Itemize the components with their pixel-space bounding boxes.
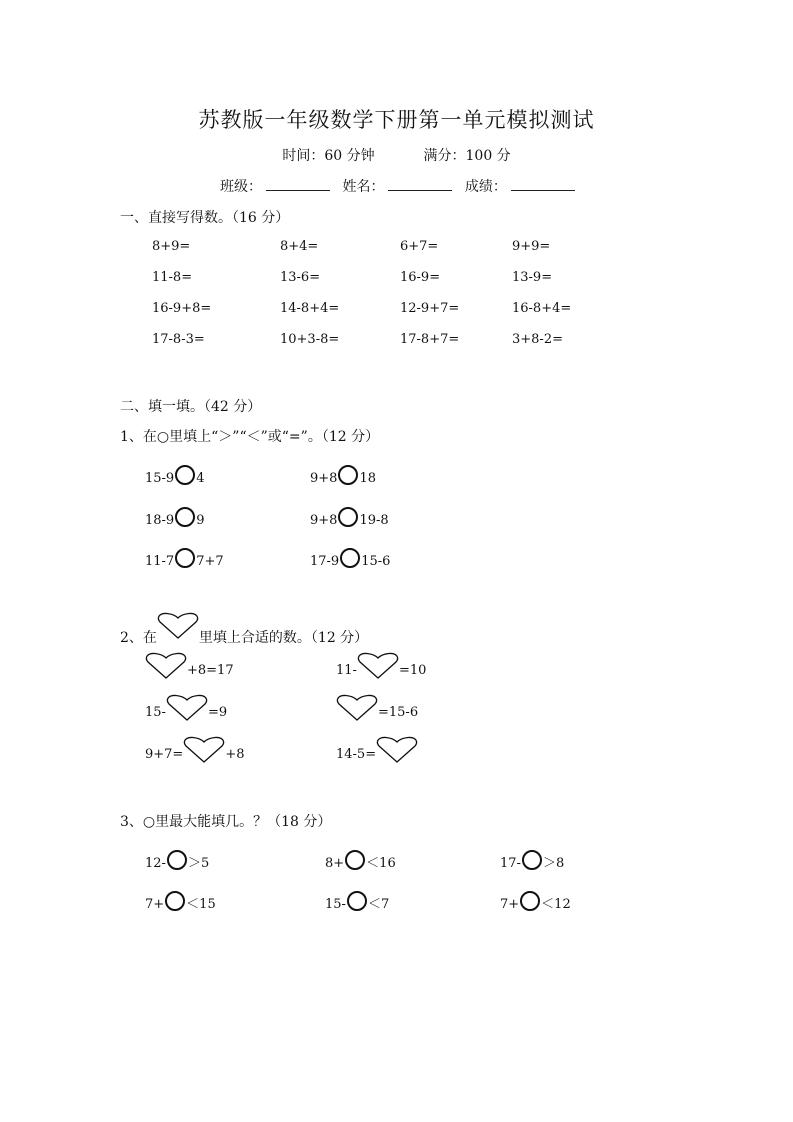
small-circle-icon: ○ xyxy=(156,429,170,445)
answer-heart[interactable] xyxy=(357,652,399,680)
compare-item: 11-7 7+7 xyxy=(145,548,224,569)
fill-item: =15-6 xyxy=(336,694,418,722)
answer-heart[interactable] xyxy=(183,736,225,764)
name-blank[interactable] xyxy=(388,176,452,191)
max-fill-item: 7+ ＜12 xyxy=(500,891,571,912)
answer-circle[interactable] xyxy=(165,891,185,911)
q3-instruction: 3、○里最大能填几。？（18 分） xyxy=(120,814,332,830)
answer-heart[interactable] xyxy=(145,652,187,680)
compare-item: 18-9 9 xyxy=(145,507,205,528)
problem: 6+7= xyxy=(400,239,439,254)
problem: 16-9= xyxy=(400,270,441,285)
full-score: 满分：100 分 xyxy=(423,148,511,164)
problem: 8+9= xyxy=(152,239,191,254)
answer-circle[interactable] xyxy=(338,507,358,527)
answer-circle[interactable] xyxy=(345,850,365,870)
problem: 17-8+7= xyxy=(400,332,460,347)
problem: 16-8+4= xyxy=(512,301,572,316)
problem: 9+9= xyxy=(512,239,551,254)
compare-item: 9+8 19-8 xyxy=(310,507,389,528)
page-title: 苏教版一年级数学下册第一单元模拟测试 xyxy=(198,108,595,132)
problem: 10+3-8= xyxy=(280,332,340,347)
fill-item: 9+7= +8 xyxy=(145,736,245,764)
q1-instruction: 1、在○里填上“＞”“＜”或“=”。（12 分） xyxy=(120,429,380,445)
max-fill-item: 17- ＞8 xyxy=(500,850,564,871)
compare-item: 15-9 4 xyxy=(145,465,205,486)
problem: 3+8-2= xyxy=(512,332,563,347)
exam-meta xyxy=(0,145,793,165)
answer-circle[interactable] xyxy=(175,465,195,485)
fill-item: 14-5= xyxy=(336,736,418,764)
problem: 16-9+8= xyxy=(152,301,212,316)
problem: 8+4= xyxy=(280,239,319,254)
answer-circle[interactable] xyxy=(167,850,187,870)
student-info xyxy=(220,176,583,196)
name-label: 姓名： xyxy=(342,179,385,195)
max-fill-item: 7+ ＜15 xyxy=(145,891,216,912)
section1-heading: 一、直接写得数。（16 分） xyxy=(120,210,290,226)
section2-heading: 二、填一填。（42 分） xyxy=(120,399,262,415)
compare-item: 17-9 15-6 xyxy=(310,548,390,569)
answer-heart[interactable] xyxy=(166,694,208,722)
problem: 17-8-3= xyxy=(152,332,205,347)
class-blank[interactable] xyxy=(266,176,330,191)
grade-blank[interactable] xyxy=(511,176,575,191)
fill-item: 15- =9 xyxy=(145,694,227,722)
answer-circle[interactable] xyxy=(347,891,367,911)
compare-item: 9+8 18 xyxy=(310,465,376,486)
answer-circle[interactable] xyxy=(522,850,542,870)
problem: 13-6= xyxy=(280,270,321,285)
problem: 11-8= xyxy=(152,270,193,285)
answer-heart[interactable] xyxy=(376,736,418,764)
problem: 14-8+4= xyxy=(280,301,340,316)
answer-circle[interactable] xyxy=(520,891,540,911)
max-fill-item: 12- ＞5 xyxy=(145,850,209,871)
fill-item: +8=17 xyxy=(145,652,234,680)
small-circle-icon: ○ xyxy=(142,814,156,830)
q2-instruction: 2、在 里填上合适的数。（12 分） xyxy=(120,612,368,647)
answer-circle[interactable] xyxy=(175,507,195,527)
answer-circle[interactable] xyxy=(175,548,195,568)
max-fill-item: 8+ ＜16 xyxy=(325,850,396,871)
class-label: 班级： xyxy=(220,179,262,195)
grade-label: 成绩： xyxy=(464,179,507,195)
time-limit: 时间：60 分钟 xyxy=(282,148,375,164)
problem: 12-9+7= xyxy=(400,301,460,316)
fill-item: 11- =10 xyxy=(336,652,426,680)
problem: 13-9= xyxy=(512,270,553,285)
answer-circle[interactable] xyxy=(340,548,360,568)
max-fill-item: 15- ＜7 xyxy=(325,891,389,912)
answer-circle[interactable] xyxy=(338,465,358,485)
answer-heart[interactable] xyxy=(336,694,378,722)
heart-icon xyxy=(157,612,199,640)
